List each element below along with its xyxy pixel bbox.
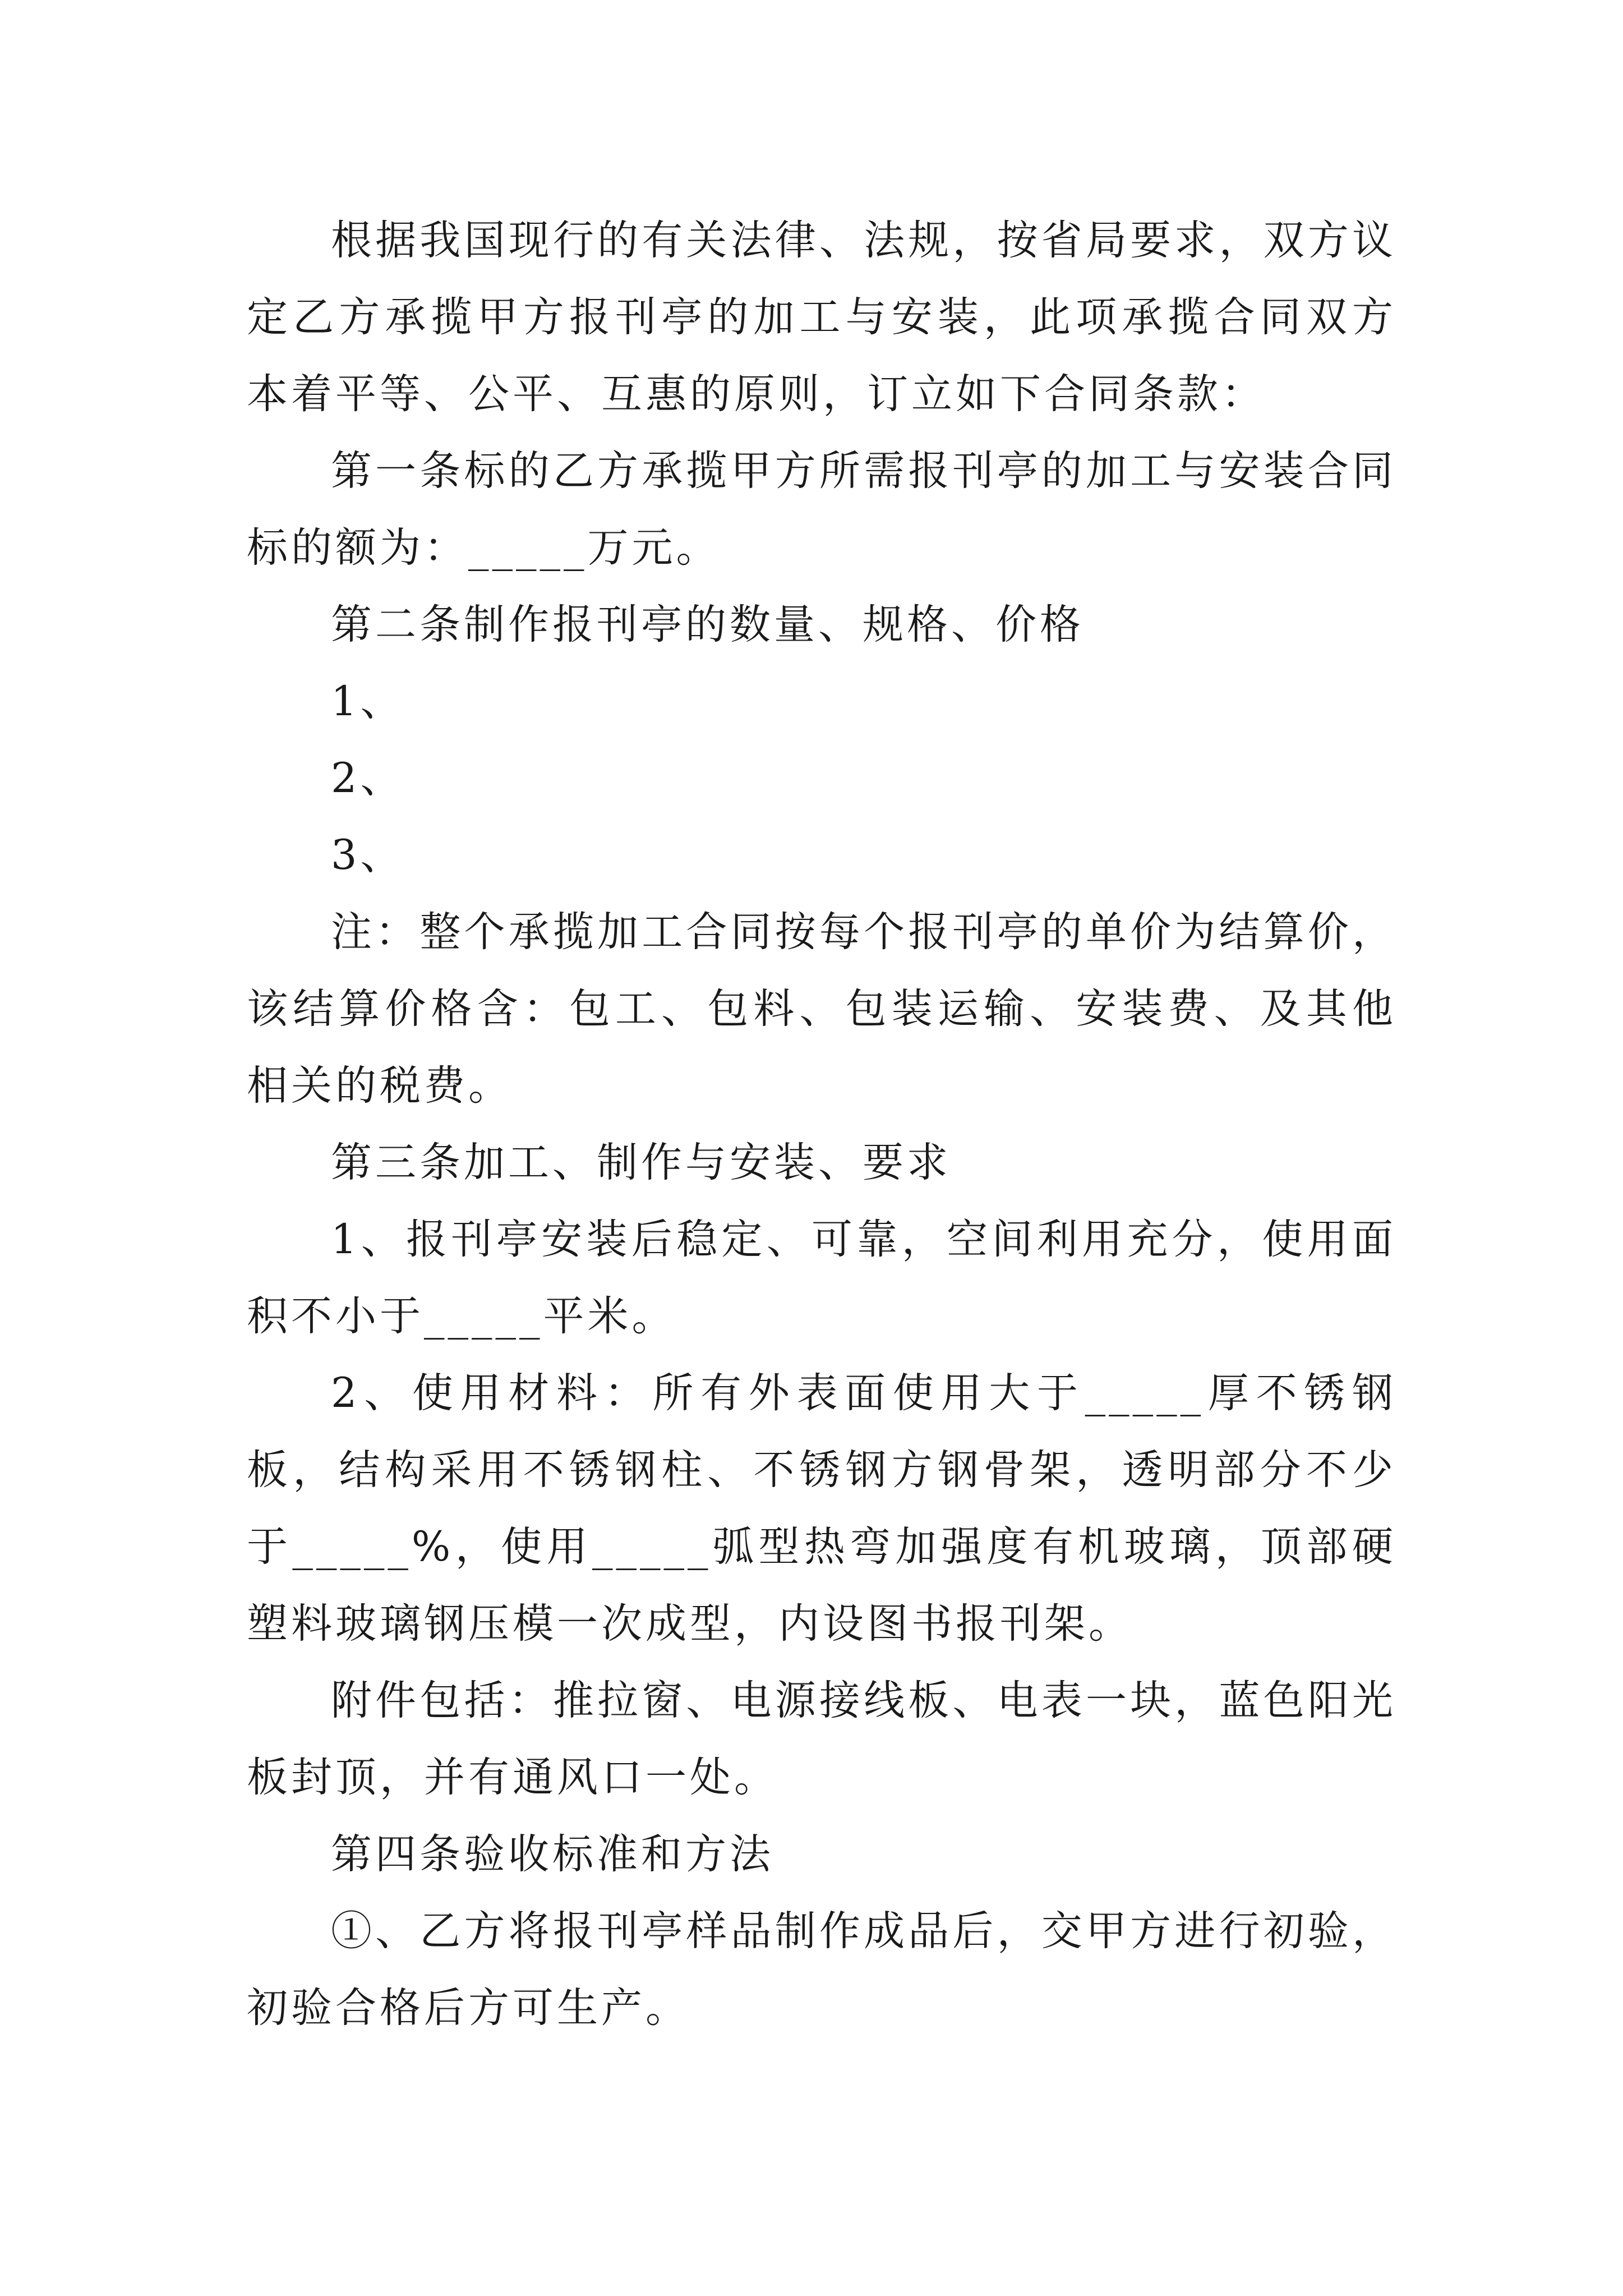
requirement-2-paragraph: 2、使用材料：所有外表面使用大于_____厚不锈钢板，结构采用不锈钢柱、不锈钢方钢骨架，透明部分不少于_____%，使用_____弧型热弯加强度有机玻璃，顶部硬塑料玻璃钢压模一次成型，内设图书报刊架。: [247, 1369, 1396, 1648]
article-3-heading: 第三条加工、制作与安装、要求: [331, 1139, 951, 1186]
article-4-heading: 第四条验收标准和方法: [331, 1830, 774, 1878]
intro-paragraph: 根据我国现行的有关法律、法规，按省局要求，双方议定乙方承揽甲方报刊亭的加工与安装，此项承揽合同双方本着平等、公平、互惠的原则，订立如下合同条款：: [247, 217, 1396, 418]
acceptance-1-paragraph: ①、乙方将报刊亭样品制作成品后，交甲方进行初验，初验合格后方可生产。: [247, 1907, 1396, 2032]
document-page: [247, 202, 1396, 2046]
article-1-paragraph: 第一条标的乙方承揽甲方所需报刊亭的加工与安装合同标的额为：_____万元。: [247, 447, 1396, 572]
requirement-1-paragraph: 1、报刊亭安装后稳定、可靠，空间利用充分，使用面积不小于_____平米。: [247, 1216, 1396, 1340]
attachments-paragraph: 附件包括：推拉窗、电源接线板、电表一块，蓝色阳光板封顶，并有通风口一处。: [247, 1677, 1396, 1801]
note-paragraph: 注：整个承揽加工合同按每个报刊亭的单价为结算价，该结算价格含：包工、包料、包装运输、安装费、及其他相关的税费。: [247, 908, 1396, 1110]
list-item-2: 2、: [331, 754, 405, 802]
list-item-3: 3、: [331, 831, 405, 879]
article-2-heading: 第二条制作报刊亭的数量、规格、价格: [331, 601, 1084, 648]
list-item-1: 1、: [331, 678, 405, 725]
